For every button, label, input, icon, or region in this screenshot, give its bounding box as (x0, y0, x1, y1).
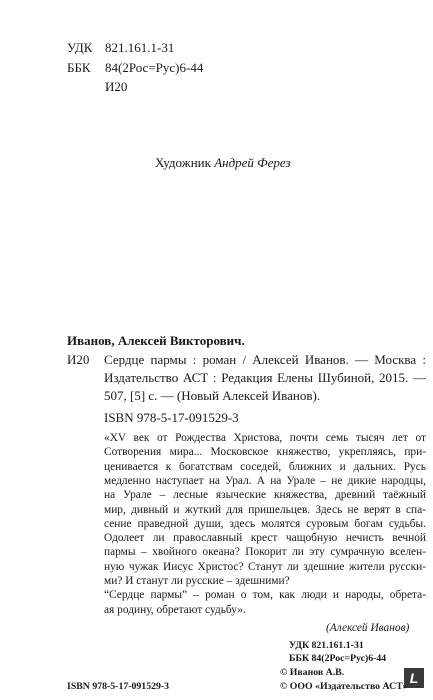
annotation-line: ную чужак Иисус Христос? Станут ли здешние жители русски- (104, 560, 426, 573)
catalog-author-heading: Иванов, Алексей Викторович. (67, 333, 245, 348)
artist-prefix: Художник (155, 155, 211, 170)
annotation-line: пармы – хвойного океана? Покорит ли эту сумрачную вселен- (104, 546, 426, 559)
bbk-value: 84(2Рос=Рус)6-44 (105, 60, 204, 75)
annotation-attribution: (Алексей Иванов) (326, 622, 410, 634)
copyright-publisher: © ООО «Издательство АСТ» (280, 681, 408, 692)
bottom-isbn: ISBN 978-5-17-091529-3 (67, 681, 170, 692)
bottom-bbk: ББК 84(2Рос=Рус)6-44 (289, 653, 387, 664)
udk-label: УДК (67, 40, 93, 55)
catalog-line-1: Сердце пармы : роман / Алексей Иванов. — Москва : (104, 352, 426, 367)
annotation-line: мир, дивный и жуткий для пришельцев. Здесь не верят в спа- (104, 503, 426, 516)
udk-value: 821.161.1-31 (105, 40, 175, 55)
bbk-label: ББК (67, 60, 91, 75)
annotation-line: ая родину, обретают судьбу». (104, 603, 246, 616)
annotation-line: сение праведной души, здесь молятся суровым богам судьбы. (104, 517, 426, 530)
annotation-line: ценивается к богатствам соседей, ближних и дальних. Русь (104, 460, 426, 473)
annotation-line: на Урале – лесные языческие княжества, древний таёжный (104, 489, 426, 502)
annotation-line: Сотворения мира... Московское княжество, укрепляясь, при- (104, 446, 426, 459)
artist-name: Андрей Ферез (214, 155, 291, 170)
logo-letter: L (409, 670, 419, 686)
annotation-line: медленно наступает на Урал. А на Урале – не дикие народцы, (104, 474, 426, 487)
annotation-line: Одолеет ли православный крест чащобную нечисть вечной (104, 532, 426, 545)
bottom-udk: УДК 821.161.1-31 (289, 640, 364, 651)
catalog-isbn: ISBN 978-5-17-091529-3 (104, 410, 239, 425)
artist-credit (155, 155, 291, 171)
catalog-mark: И20 (67, 352, 90, 367)
catalog-line-3: 507, [5] с. — (Новый Алексей Иванов). (104, 388, 321, 403)
copyright-author: © Иванов А.В. (280, 667, 345, 678)
author-mark-top: И20 (105, 79, 128, 94)
annotation-line: ми? И станут ли русские – здешними? (104, 575, 290, 587)
annotation-line: «XV век от Рождества Христова, почти семь тысяч лет от (104, 432, 426, 444)
catalog-line-2: Издательство АСТ : Редакция Елены Шубиной, 2015. — (104, 370, 426, 385)
annotation-line: “Сердце пармы” – роман о том, как люди и народы, обрета- (104, 589, 426, 602)
